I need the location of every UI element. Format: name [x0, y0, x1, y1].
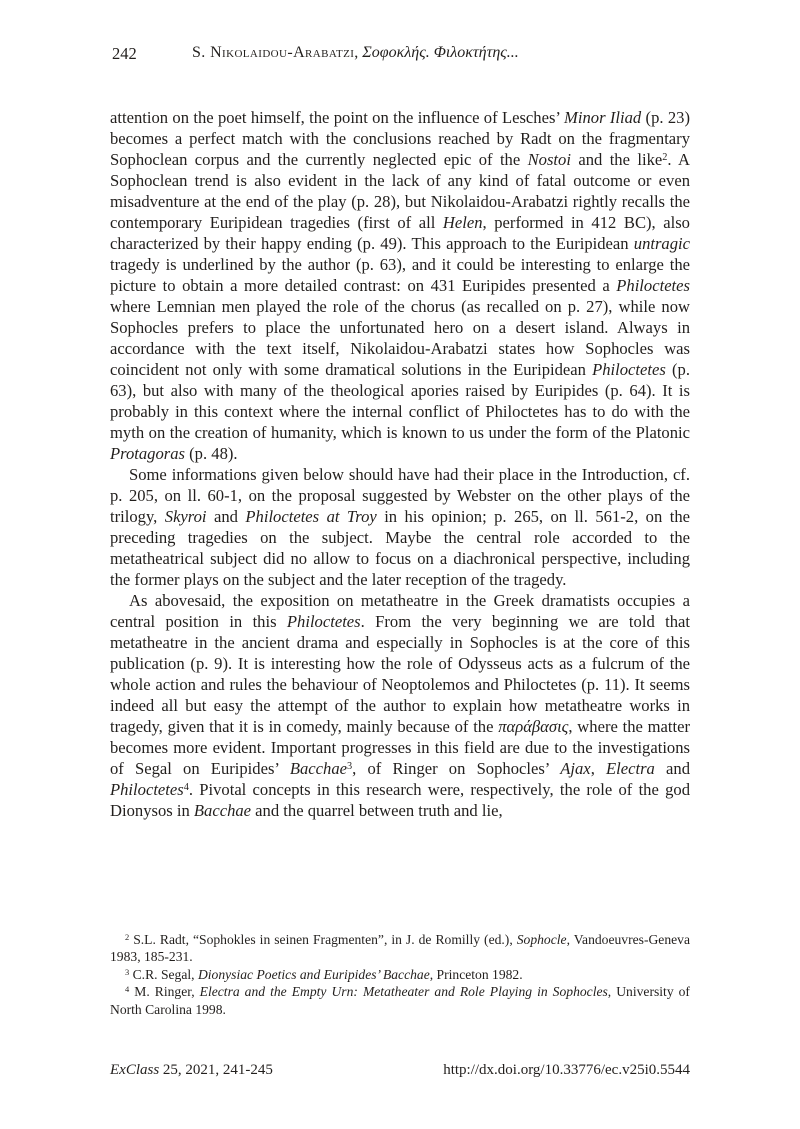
italic-run: Σοφοκλής. Φιλοκτήτης... [362, 44, 519, 61]
text-run: , performed in 412 BC), also characterized by their happy ending (p. 49). This approach to the Euripidean [110, 213, 690, 253]
text-run: C.R. Segal, [129, 966, 198, 982]
text-run: . Pivotal concepts in this research were, respectively, the role of the god Dionysos in [110, 780, 690, 820]
italic-run: untragic [633, 234, 690, 253]
text-run: where Lemnian men played the role of the chorus (as recalled on p. 27), while now Sophocles prefers to place the unfortunated hero on a desert island. Always in accordance with the text itself, Nikolaidou-Arabatzi states how Sophocles was coincident not only with some dramatical solutions in the Euripidean [110, 297, 690, 379]
body-paragraph [110, 464, 690, 590]
footnotes-section [110, 931, 690, 1018]
smallcaps-run: S. Nikolaidou-Arabatzi [192, 44, 355, 61]
footnote-marker: 2 [125, 932, 130, 943]
body-paragraph [110, 107, 690, 464]
page-number: 242 [112, 44, 137, 63]
italic-run: Minor Iliad [564, 108, 642, 127]
running-title [192, 44, 519, 62]
text-run: , [590, 759, 607, 778]
page-footer [110, 1062, 690, 1079]
text-run: (p. 23) becomes a perfect match with the conclusions reached by Radt on the fragmentary Sophoclean corpus and the currently neglected epic of the [110, 108, 690, 169]
text-run: . A Sophoclean trend is also evident in the lack of any kind of fatal outcome or even misadventure at the end of the play (p. 28), but Nikolaidou-Arabatzi rightly recalls the contemporary Euripidean tragedies (first of all [110, 150, 690, 232]
text-run: in his opinion; p. 265, on ll. 561-2, on the preceding tragedies on the subject. Maybe the central role accorded to the metatheatrical subject did no allow to focus on a diachronical perspective, including the former plays on the subject and the later reception of the tragedy. [110, 507, 690, 589]
italic-run: Sophocle [516, 932, 567, 947]
text-run: , of Ringer on Sophocles’ [352, 759, 561, 778]
italic-run: Dionysiac Poetics and Euripides’ Bacchae [197, 966, 430, 982]
text-run: As abovesaid, the exposition on metatheatre in the Greek dramatists occupies a central position in this [110, 591, 690, 631]
italic-run: Helen [442, 213, 483, 232]
text-run: (p. 48). [185, 444, 238, 463]
text-run: (p. 63), but also with many of the theological apories raised by Euripides (p. 64). It is probably in this context where the internal conflict of Philoctetes has to do with the myth on the creation of humanity, which is known to us under the form of the Platonic [110, 360, 690, 442]
italic-run: Bacchae [289, 759, 347, 778]
text-run: S.L. Radt, “Sophokles in seinen Fragmenten”, in J. de Romilly (ed.), [129, 932, 517, 947]
text-run: M. Ringer, [129, 984, 200, 1000]
text-run: , [354, 44, 363, 61]
text-run: and the like [570, 150, 663, 169]
text-run: attention on the poet himself, the point on the influence of Lesches’ [110, 108, 565, 127]
italic-run: παράβασις [498, 717, 569, 736]
italic-run: ExClass [110, 1062, 160, 1078]
footnote [110, 983, 690, 1018]
italic-run: Philoctetes [110, 780, 184, 799]
footnote [110, 931, 690, 966]
footnote-marker: 3 [347, 761, 353, 773]
text-run: tragedy is underlined by the author (p. 63), and it could be interesting to enlarge the picture to obtain a more detailed contrast: on 431 Euripides presented a [110, 255, 690, 295]
article-body [110, 107, 690, 821]
text-run: , Vandoeuvres-Geneva 1983, 185-231. [110, 932, 690, 965]
text-run: , Princeton 1982. [429, 966, 523, 982]
italic-run: Protagoras [110, 444, 185, 463]
text-run: and [654, 759, 690, 778]
footnote-marker: 4 [125, 984, 130, 995]
doi-link[interactable]: http://dx.doi.org/10.33776/ec.v25i0.5544 [443, 1062, 690, 1078]
italic-run: Electra [606, 759, 655, 778]
footnote-marker: 2 [662, 152, 668, 164]
italic-run: Ajax [560, 759, 591, 778]
italic-run: Philoctetes [592, 360, 666, 379]
text-run: 25, 2021, 241-245 [159, 1062, 273, 1078]
journal-citation [110, 1062, 273, 1079]
text-run: , University of North Carolina 1998. [110, 984, 690, 1017]
running-header [0, 44, 800, 68]
italic-run: Nostoi [527, 150, 571, 169]
italic-run: Philoctetes at Troy [245, 507, 377, 526]
text-run: , where the matter becomes more evident. Important progresses in this field are due to the investigations of Segal on Euripides’ [110, 717, 690, 778]
footnote-marker: 4 [183, 782, 189, 794]
footnote [110, 966, 690, 983]
italic-run: Skyroi [164, 507, 207, 526]
text-run: and the quarrel between truth and lie, [251, 801, 503, 820]
body-paragraph [110, 590, 690, 821]
text-run: . From the very beginning we are told that metatheatre in the ancient drama and especially in Sophocles is at the core of this publication (p. 9). It is interesting how the role of Odysseus acts as a fulcrum of the whole action and rules the behaviour of Neoptolemos and Philoctetes (p. 11). It seems indeed all but easy the attempt of the author to explain how metatheatre works in tragedy, given that it is in comedy, mainly because of the [110, 612, 690, 736]
italic-run: Bacchae [193, 801, 252, 820]
text-run: and [206, 507, 246, 526]
italic-run: Electra and the Empty Urn: Metatheater and Role Playing in Sophocles [199, 984, 608, 1000]
italic-run: Philoctetes [286, 612, 361, 631]
footnote-marker: 3 [125, 967, 130, 978]
text-run: Some informations given below should have had their place in the Introduction, cf. p. 205, on ll. 60-1, on the proposal suggested by Webster on the other plays of the trilogy, [110, 465, 690, 526]
italic-run: Philoctetes [616, 276, 690, 295]
